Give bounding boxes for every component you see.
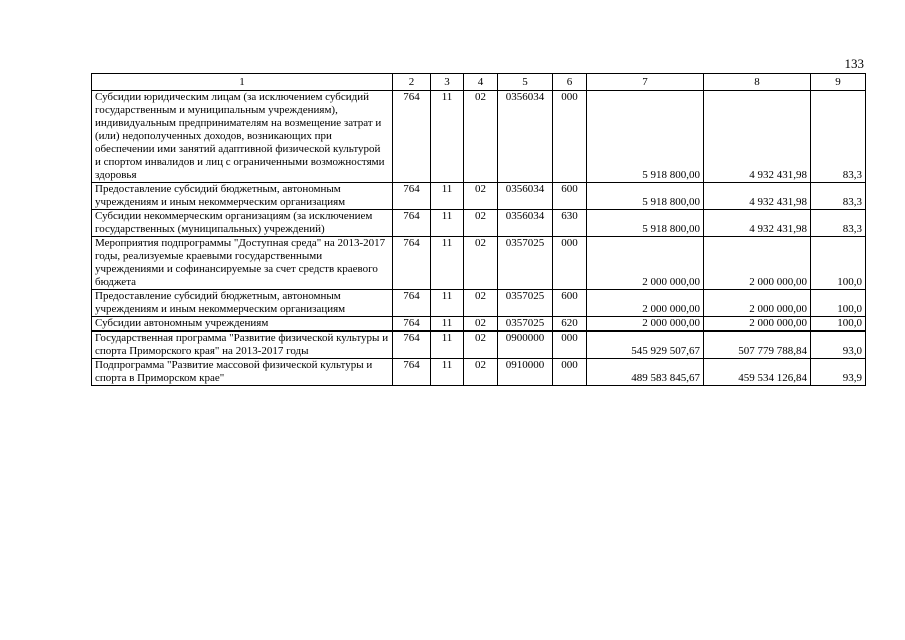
planned-amount: 545 929 507,67: [587, 331, 704, 359]
expense-type-code: 630: [553, 210, 587, 237]
row-description: Предоставление субсидий бюджетным, автономным учреждениям и иным некоммерческим организациям: [92, 183, 393, 210]
expense-type-code: 000: [553, 237, 587, 290]
execution-percent: 93,9: [811, 359, 866, 386]
target-article-code: 0356034: [498, 183, 553, 210]
execution-percent: 83,3: [811, 210, 866, 237]
budget-table: [91, 73, 866, 386]
section-code: 11: [431, 317, 464, 332]
section-code: 11: [431, 237, 464, 290]
planned-amount: 5 918 800,00: [587, 210, 704, 237]
actual-amount: 507 779 788,84: [704, 331, 811, 359]
header-cell: 6: [553, 74, 587, 91]
execution-percent: 83,3: [811, 91, 866, 183]
expense-type-code: 600: [553, 290, 587, 317]
row-description: Субсидии автономным учреждениям: [92, 317, 393, 332]
table-row: [92, 183, 866, 210]
table-row: [92, 317, 866, 332]
target-article-code: 0357025: [498, 237, 553, 290]
subsection-code: 02: [464, 331, 498, 359]
section-code: 11: [431, 359, 464, 386]
section-code: 11: [431, 210, 464, 237]
execution-percent: 83,3: [811, 183, 866, 210]
header-cell: 8: [704, 74, 811, 91]
subsection-code: 02: [464, 210, 498, 237]
header-cell: 4: [464, 74, 498, 91]
row-description: Мероприятия подпрограммы "Доступная среда" на 2013-2017 годы, реализуемые краевыми государственными учреждениями и софинансируемые за счет средств краевого бюджета: [92, 237, 393, 290]
header-cell: 1: [92, 74, 393, 91]
execution-percent: 93,0: [811, 331, 866, 359]
ministry-code: 764: [393, 359, 431, 386]
ministry-code: 764: [393, 317, 431, 332]
ministry-code: 764: [393, 237, 431, 290]
ministry-code: 764: [393, 290, 431, 317]
table-row: [92, 91, 866, 183]
subsection-code: 02: [464, 237, 498, 290]
subsection-code: 02: [464, 290, 498, 317]
planned-amount: 5 918 800,00: [587, 183, 704, 210]
expense-type-code: 600: [553, 183, 587, 210]
section-code: 11: [431, 290, 464, 317]
section-code: 11: [431, 183, 464, 210]
planned-amount: 489 583 845,67: [587, 359, 704, 386]
subsection-code: 02: [464, 183, 498, 210]
actual-amount: 4 932 431,98: [704, 210, 811, 237]
planned-amount: 2 000 000,00: [587, 237, 704, 290]
target-article-code: 0356034: [498, 210, 553, 237]
header-cell: 9: [811, 74, 866, 91]
expense-type-code: 000: [553, 91, 587, 183]
ministry-code: 764: [393, 91, 431, 183]
section-code: 11: [431, 331, 464, 359]
target-article-code: 0900000: [498, 331, 553, 359]
subsection-code: 02: [464, 91, 498, 183]
table-row: [92, 331, 866, 359]
row-description: Государственная программа "Развитие физической культуры и спорта Приморского края" на 2013-2017 годы: [92, 331, 393, 359]
actual-amount: 459 534 126,84: [704, 359, 811, 386]
planned-amount: 2 000 000,00: [587, 317, 704, 332]
ministry-code: 764: [393, 210, 431, 237]
planned-amount: 5 918 800,00: [587, 91, 704, 183]
expense-type-code: 000: [553, 331, 587, 359]
subsection-code: 02: [464, 359, 498, 386]
expense-type-code: 000: [553, 359, 587, 386]
actual-amount: 4 932 431,98: [704, 91, 811, 183]
header-cell: 7: [587, 74, 704, 91]
table-row: [92, 210, 866, 237]
row-description: Подпрограмма "Развитие массовой физической культуры и спорта в Приморском крае": [92, 359, 393, 386]
section-code: 11: [431, 91, 464, 183]
execution-percent: 100,0: [811, 290, 866, 317]
actual-amount: 2 000 000,00: [704, 317, 811, 332]
header-cell: 3: [431, 74, 464, 91]
ministry-code: 764: [393, 183, 431, 210]
target-article-code: 0356034: [498, 91, 553, 183]
header-cell: 5: [498, 74, 553, 91]
expense-type-code: 620: [553, 317, 587, 332]
planned-amount: 2 000 000,00: [587, 290, 704, 317]
page-number: 133: [844, 56, 864, 71]
row-description: Субсидии юридическим лицам (за исключением субсидий государственным и муниципальным учреждениям), индивидуальным предпринимателям на возмещение затрат и (или) недополученных доходов, возникающих при обеспечении ими занятий адаптивной физической культурой и спортом инвалидов и лиц с ограниченными возможностями здоровья: [92, 91, 393, 183]
row-description: Предоставление субсидий бюджетным, автономным учреждениям и иным некоммерческим организациям: [92, 290, 393, 317]
actual-amount: 2 000 000,00: [704, 290, 811, 317]
header-row: [92, 74, 866, 91]
execution-percent: 100,0: [811, 317, 866, 332]
table-row: [92, 359, 866, 386]
target-article-code: 0357025: [498, 317, 553, 332]
actual-amount: 4 932 431,98: [704, 183, 811, 210]
execution-percent: 100,0: [811, 237, 866, 290]
table-row: [92, 290, 866, 317]
row-description: Субсидии некоммерческим организациям (за исключением государственных (муниципальных) учреждений): [92, 210, 393, 237]
target-article-code: 0357025: [498, 290, 553, 317]
table-row: [92, 237, 866, 290]
ministry-code: 764: [393, 331, 431, 359]
target-article-code: 0910000: [498, 359, 553, 386]
header-cell: 2: [393, 74, 431, 91]
actual-amount: 2 000 000,00: [704, 237, 811, 290]
subsection-code: 02: [464, 317, 498, 332]
